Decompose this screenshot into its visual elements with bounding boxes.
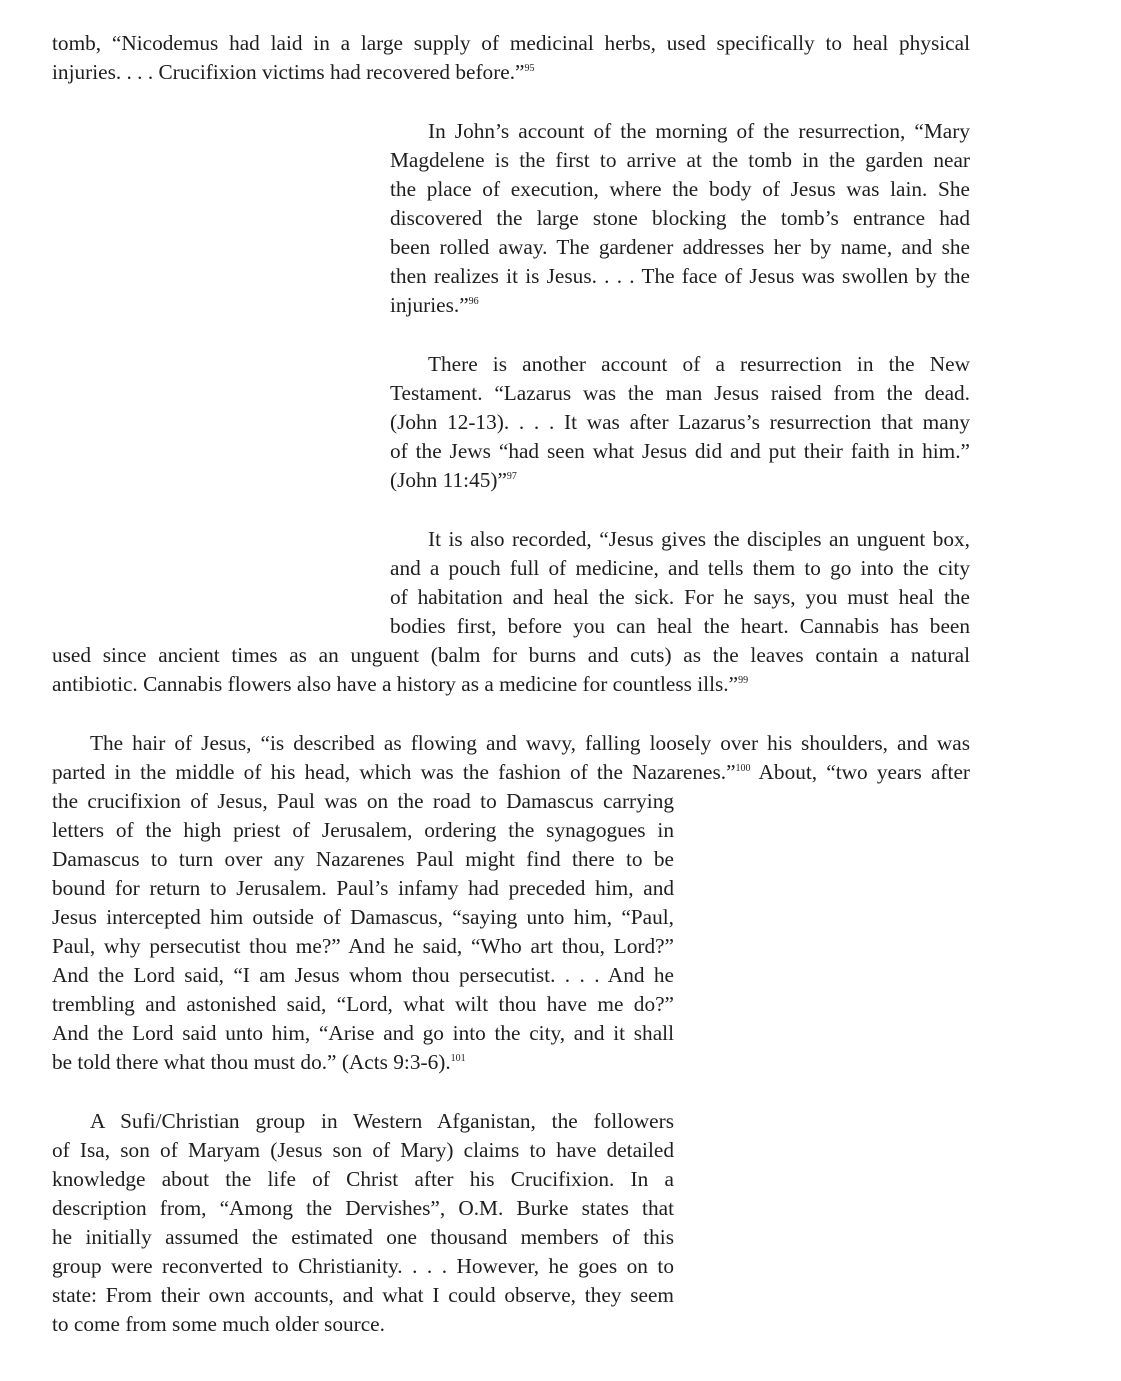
text-line: state: From their own accounts, and what I could observe, they seem (52, 1283, 674, 1307)
text-line: bound for return to Jerusalem. Paul’s infamy had preceded him, and (52, 876, 674, 900)
text-line: to come from some much older source. (52, 1312, 385, 1336)
text-line: trembling and astonished said, “Lord, what wilt thou have me do?” (52, 992, 674, 1016)
text-line: (John 12-13). . . . It was after Lazarus’s resurrection that many (390, 410, 970, 434)
text-line: There is another account of a resurrection in the New (428, 352, 970, 376)
text-line (52, 58, 970, 87)
text-line (390, 466, 970, 495)
text-line: Jesus intercepted him outside of Damascus, “saying unto him, “Paul, (52, 905, 674, 929)
text-line: The hair of Jesus, “is described as flowing and wavy, falling loosely over his shoulders, and was (90, 731, 970, 755)
footnote-ref: 96 (468, 296, 479, 307)
text-line: It is also recorded, “Jesus gives the disciples an unguent box, (428, 527, 970, 551)
footnote-ref: 95 (524, 63, 535, 74)
text-span: (John 11:45)” (390, 468, 507, 492)
text-span: antibiotic. Cannabis flowers also have a history as a medicine for countless ills.” (52, 672, 739, 696)
text-line: used since ancient times as an unguent (balm for burns and cuts) as the leaves contain a natural (52, 643, 970, 667)
text-line: of Isa, son of Maryam (Jesus son of Mary) claims to have detailed (52, 1138, 674, 1162)
text-line: and a pouch full of medicine, and tells them to go into the city (390, 556, 970, 580)
text-line: Damascus to turn over any Nazarenes Paul might find there to be (52, 847, 674, 871)
footnote-ref: 101 (450, 1053, 466, 1064)
text-line (52, 758, 970, 787)
text-line (52, 670, 970, 699)
text-span: injuries. . . . Crucifixion victims had recovered before.” (52, 60, 525, 84)
text-span: About, “two years after (750, 760, 970, 784)
text-line: of habitation and heal the sick. For he says, you must heal the (390, 585, 970, 609)
footnote-ref: 97 (506, 471, 517, 482)
text-line: And the Lord said unto him, “Arise and go into the city, and it shall (52, 1021, 674, 1045)
text-line: he initially assumed the estimated one thousand members of this (52, 1225, 674, 1249)
text-line: bodies first, before you can heal the heart. Cannabis has been (390, 614, 970, 638)
text-line: then realizes it is Jesus. . . . The face of Jesus was swollen by the (390, 264, 970, 288)
text-span: be told there what thou must do.” (Acts 9:3-6). (52, 1050, 451, 1074)
text-line: the crucifixion of Jesus, Paul was on the road to Damascus carrying (52, 789, 674, 813)
text-line: Magdelene is the first to arrive at the tomb in the garden near (390, 148, 970, 172)
text-line: been rolled away. The gardener addresses her by name, and she (390, 235, 970, 259)
text-line: the place of execution, where the body of Jesus was lain. She (390, 177, 970, 201)
text-line: tomb, “Nicodemus had laid in a large supply of medicinal herbs, used specifically to heal physical (52, 31, 970, 55)
text-span: parted in the middle of his head, which was the fashion of the Nazarenes.” (52, 760, 736, 784)
text-line (390, 291, 970, 320)
footnote-ref: 99 (738, 675, 749, 686)
text-line: group were reconverted to Christianity. . . . However, he goes on to (52, 1254, 674, 1278)
text-line: Testament. “Lazarus was the man Jesus raised from the dead. (390, 381, 970, 405)
text-line: knowledge about the life of Christ after his Crucifixion. In a (52, 1167, 674, 1191)
text-line: description from, “Among the Dervishes”, O.M. Burke states that (52, 1196, 674, 1220)
footnote-ref: 100 (735, 763, 751, 774)
text-line: discovered the large stone blocking the tomb’s entrance had (390, 206, 970, 230)
text-line (52, 1048, 674, 1077)
text-line: letters of the high priest of Jerusalem, ordering the synagogues in (52, 818, 674, 842)
text-line: A Sufi/Christian group in Western Afganistan, the followers (90, 1109, 674, 1133)
text-line: In John’s account of the morning of the resurrection, “Mary (428, 119, 970, 143)
text-line: And the Lord said, “I am Jesus whom thou persecutist. . . . And he (52, 963, 674, 987)
text-line: Paul, why persecutist thou me?” And he said, “Who art thou, Lord?” (52, 934, 674, 958)
text-span: injuries.” (390, 293, 469, 317)
text-line: of the Jews “had seen what Jesus did and put their faith in him.” (390, 439, 970, 463)
